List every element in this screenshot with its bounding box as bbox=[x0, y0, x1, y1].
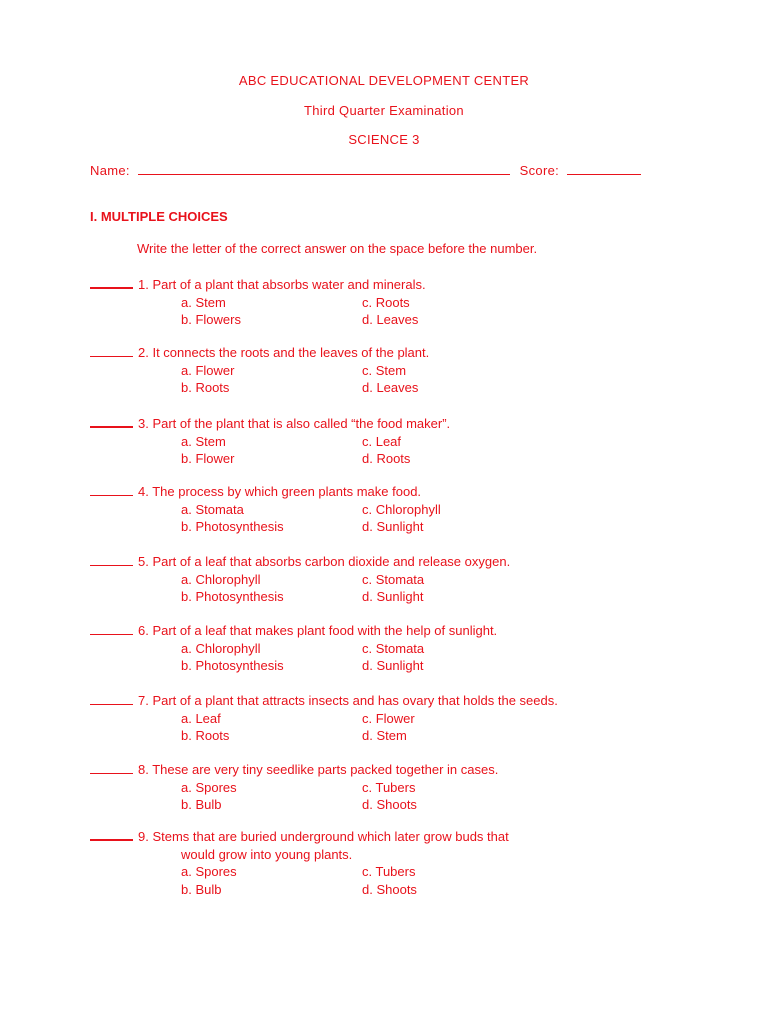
question-6 bbox=[90, 622, 740, 675]
option: a. Chlorophyll bbox=[181, 640, 261, 656]
name-score-row bbox=[90, 162, 641, 178]
name-field[interactable] bbox=[138, 162, 510, 175]
answer-blank-5[interactable] bbox=[90, 553, 133, 566]
question-8 bbox=[90, 761, 740, 814]
option: a. Chlorophyll bbox=[181, 571, 261, 587]
options bbox=[90, 710, 740, 745]
option: d. Sunlight bbox=[362, 589, 424, 604]
answer-blank-1[interactable] bbox=[90, 275, 133, 289]
exam-title: Third Quarter Examination bbox=[304, 103, 464, 118]
option: c. Stomata bbox=[362, 640, 425, 656]
answer-blank-2[interactable] bbox=[90, 344, 133, 357]
option: c. Chlorophyll bbox=[362, 501, 441, 517]
options bbox=[90, 571, 740, 606]
option: b. Photosynthesis bbox=[181, 658, 284, 673]
option: b. Bulb bbox=[181, 797, 222, 812]
answer-blank-3[interactable] bbox=[90, 414, 133, 428]
option: c. Tubers bbox=[362, 779, 416, 795]
question-stem: 3. Part of the plant that is also called “the food maker”. bbox=[138, 416, 451, 431]
question-1 bbox=[90, 275, 740, 329]
option: d. Leaves bbox=[362, 312, 419, 327]
question-2 bbox=[90, 344, 740, 397]
options bbox=[90, 779, 740, 814]
question-7 bbox=[90, 692, 740, 745]
option: b. Roots bbox=[181, 728, 230, 743]
question-stem: 2. It connects the roots and the leaves of the plant. bbox=[138, 345, 430, 360]
question-stem: 1. Part of a plant that absorbs water and minerals. bbox=[138, 277, 426, 292]
option: a. Stomata bbox=[181, 501, 244, 517]
instructions: Write the letter of the correct answer on the space before the number. bbox=[137, 241, 538, 256]
question-stem: 9. Stems that are buried underground which later grow buds that bbox=[138, 829, 509, 844]
option: c. Leaf bbox=[362, 433, 402, 449]
option: c. Flower bbox=[362, 710, 415, 726]
option: d. Stem bbox=[362, 728, 407, 743]
question-4 bbox=[90, 483, 740, 536]
score-field[interactable] bbox=[567, 162, 641, 175]
answer-blank-9[interactable] bbox=[90, 827, 133, 841]
option: b. Bulb bbox=[181, 881, 222, 897]
question-5 bbox=[90, 553, 740, 606]
option: b. Flowers bbox=[181, 312, 241, 327]
answer-blank-7[interactable] bbox=[90, 692, 133, 705]
question-stem: 8. These are very tiny seedlike parts packed together in cases. bbox=[138, 762, 499, 777]
option: a. Spores bbox=[181, 779, 237, 795]
option: d. Sunlight bbox=[362, 519, 424, 534]
options bbox=[90, 433, 740, 468]
score-label: Score: bbox=[519, 163, 560, 178]
subject-title: SCIENCE 3 bbox=[348, 132, 420, 147]
options bbox=[90, 362, 740, 397]
options bbox=[90, 294, 740, 329]
option: d. Shoots bbox=[362, 797, 417, 812]
option: a. Stem bbox=[181, 294, 226, 310]
options bbox=[90, 640, 740, 675]
option: a. Flower bbox=[181, 362, 235, 378]
option: c. Stomata bbox=[362, 571, 425, 587]
option: c. Roots bbox=[362, 294, 410, 310]
answer-blank-4[interactable] bbox=[90, 483, 133, 496]
option: b. Photosynthesis bbox=[181, 589, 284, 604]
option: c. Tubers bbox=[362, 864, 416, 879]
answer-blank-6[interactable] bbox=[90, 622, 133, 635]
options bbox=[90, 501, 740, 536]
question-stem: 7. Part of a plant that attracts insects and has ovary that holds the seeds. bbox=[138, 693, 558, 708]
option: d. Sunlight bbox=[362, 658, 424, 673]
option: d. Leaves bbox=[362, 380, 419, 395]
question-stem: 5. Part of a leaf that absorbs carbon dioxide and release oxygen. bbox=[138, 554, 511, 569]
question-continuation: would grow into young plants. bbox=[181, 846, 353, 862]
option: c. Stem bbox=[362, 362, 407, 378]
answer-blank-8[interactable] bbox=[90, 761, 133, 774]
option: d. Roots bbox=[362, 451, 411, 466]
question-3 bbox=[90, 414, 740, 468]
name-label: Name: bbox=[90, 163, 130, 178]
options bbox=[90, 863, 740, 898]
question-9 bbox=[90, 827, 740, 898]
question-stem: 6. Part of a leaf that makes plant food with the help of sunlight. bbox=[138, 623, 498, 638]
option: b. Photosynthesis bbox=[181, 519, 284, 534]
school-name: ABC EDUCATIONAL DEVELOPMENT CENTER bbox=[238, 73, 530, 88]
option: a. Spores bbox=[181, 864, 237, 879]
section-title: I. MULTIPLE CHOICES bbox=[90, 209, 228, 224]
option: d. Shoots bbox=[362, 881, 417, 897]
option: a. Stem bbox=[181, 433, 226, 449]
option: b. Flower bbox=[181, 451, 235, 466]
question-stem: 4. The process by which green plants make food. bbox=[138, 484, 422, 499]
option: a. Leaf bbox=[181, 710, 221, 726]
option: b. Roots bbox=[181, 380, 230, 395]
